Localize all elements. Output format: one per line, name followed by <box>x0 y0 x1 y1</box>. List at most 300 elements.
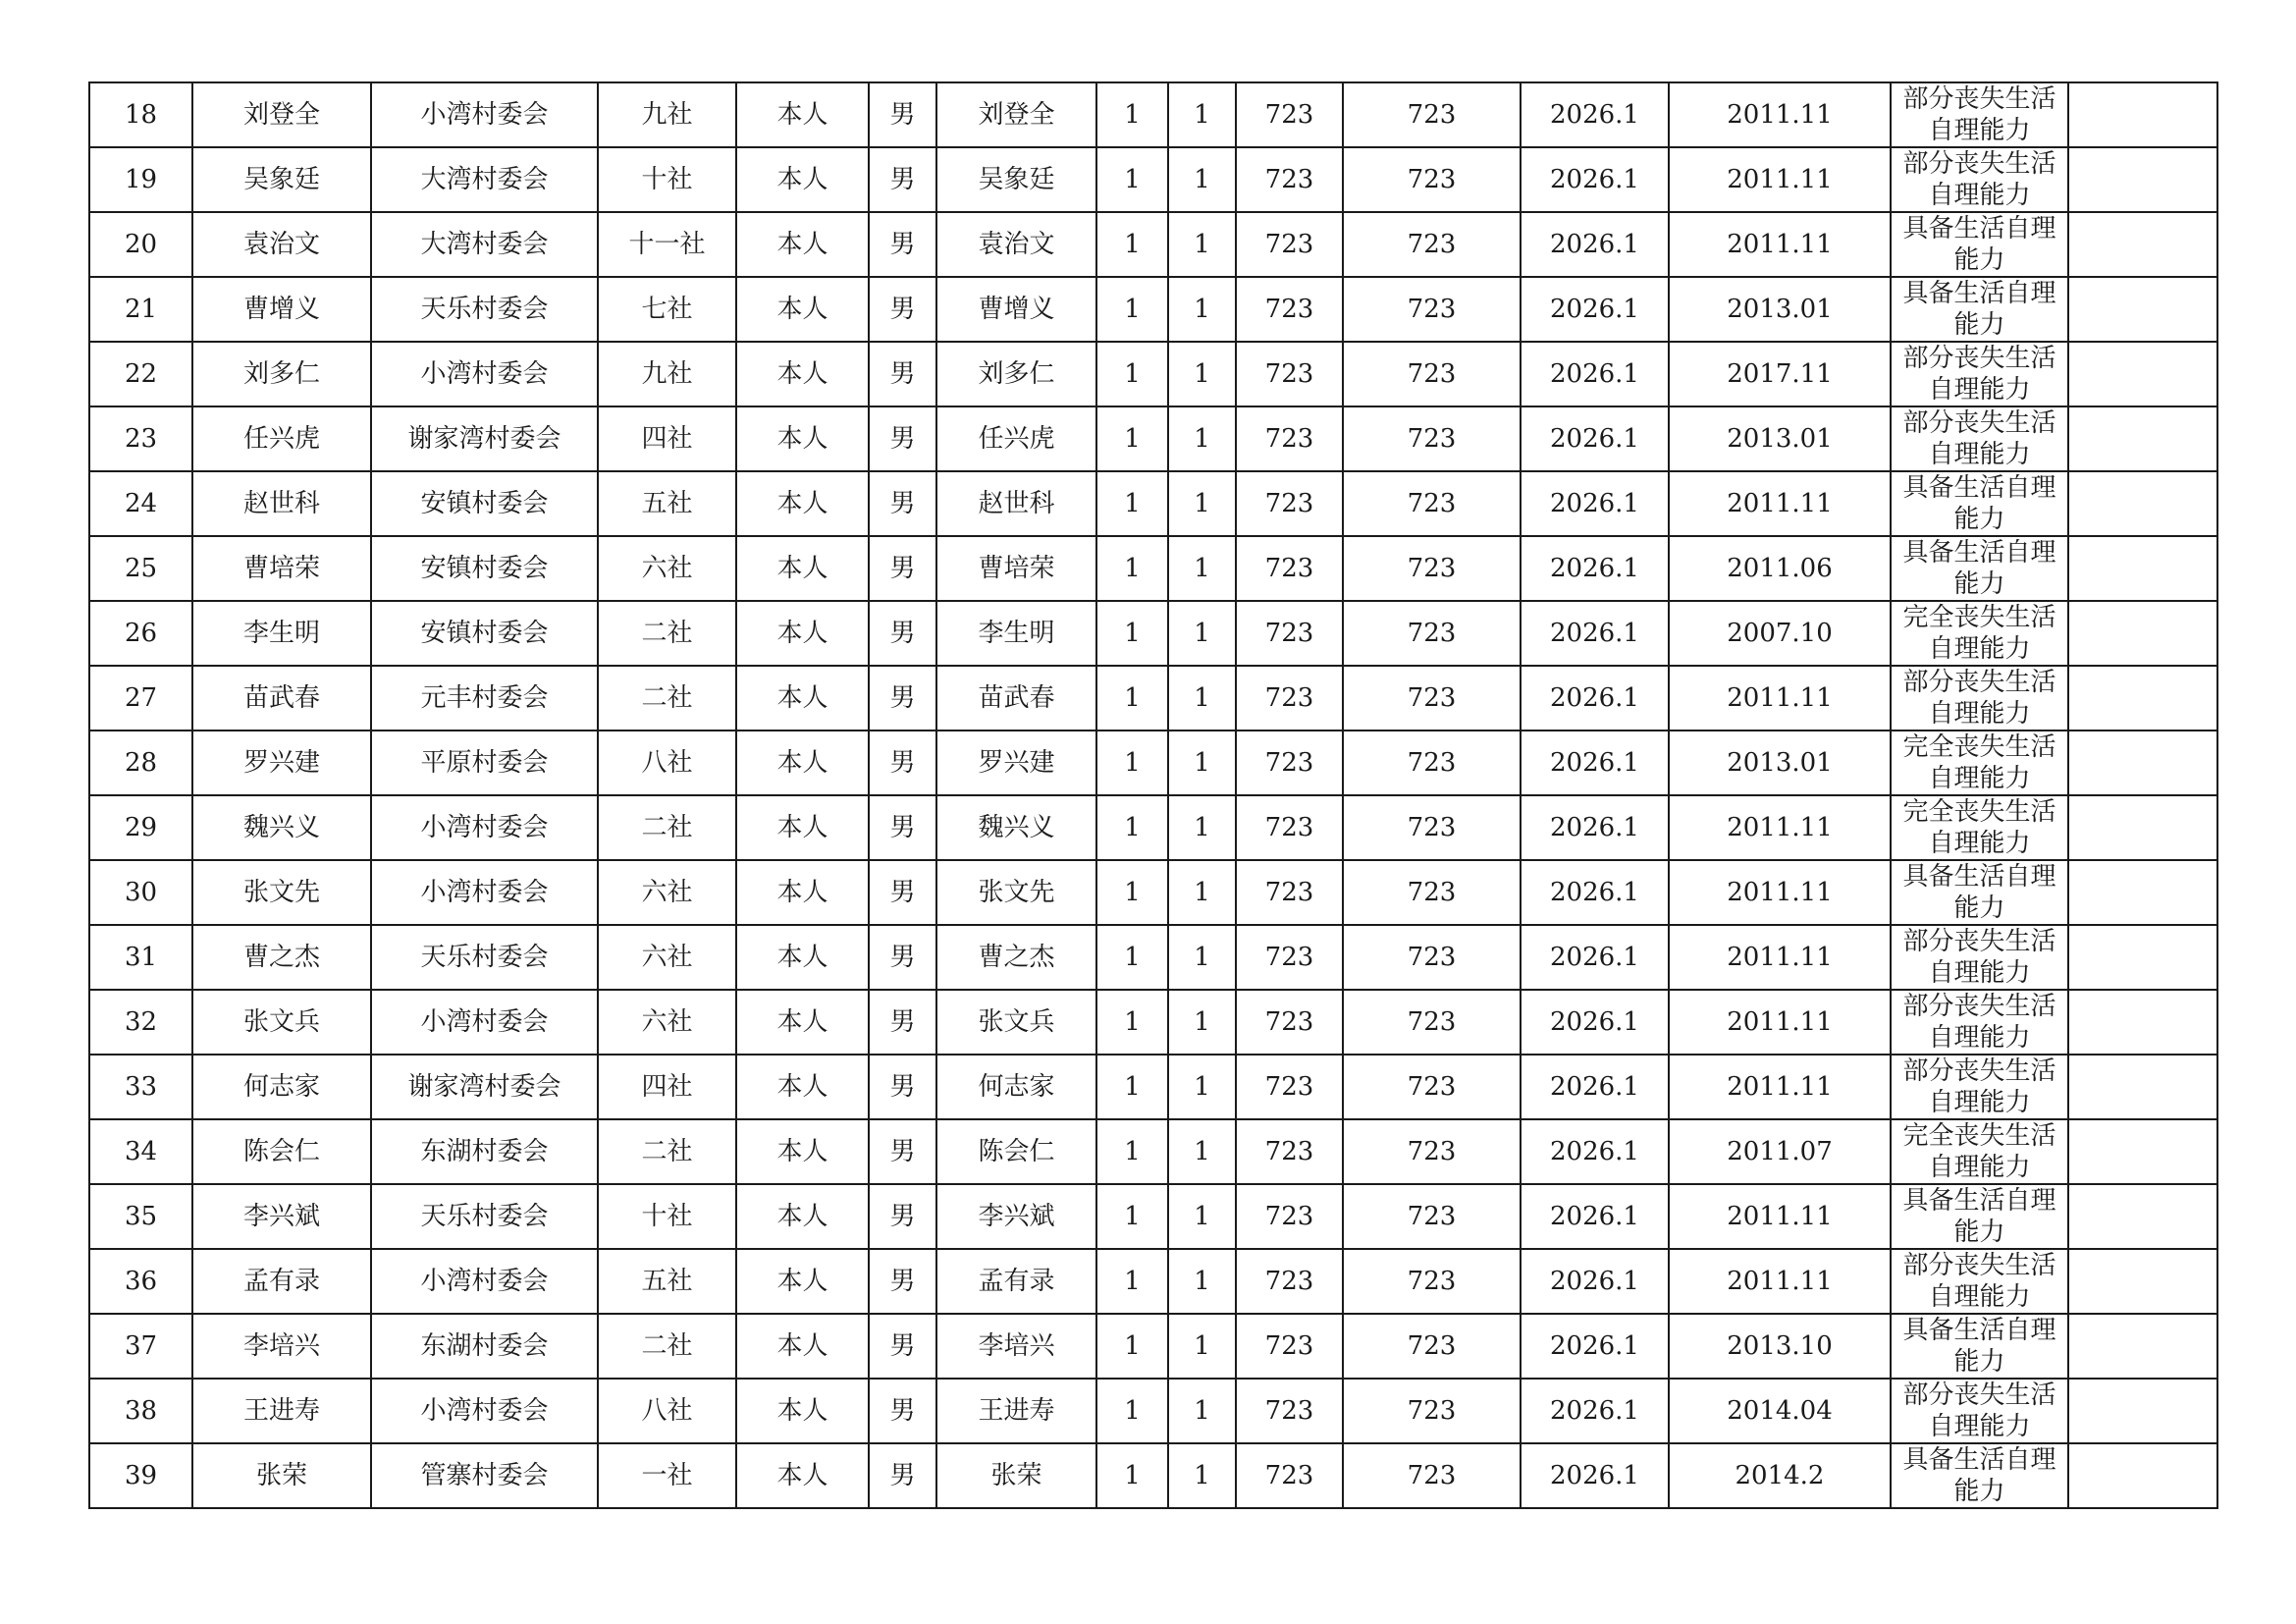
standard-amount-cell: 723 <box>1236 601 1343 666</box>
table-row <box>89 666 2217 731</box>
relation-cell: 本人 <box>736 342 869 406</box>
gender-cell: 男 <box>869 147 936 212</box>
name-cell: 赵世科 <box>192 471 371 536</box>
village-committee-cell: 谢家湾村委会 <box>371 1055 598 1119</box>
row-number-cell: 36 <box>89 1249 192 1314</box>
village-group-cell: 一社 <box>598 1443 736 1508</box>
gender-cell: 男 <box>869 925 936 990</box>
gender-cell: 男 <box>869 1119 936 1184</box>
village-group-cell: 九社 <box>598 82 736 147</box>
payment-amount-cell: 723 <box>1343 147 1521 212</box>
standard-amount-cell: 723 <box>1236 731 1343 795</box>
household-count-cell: 1 <box>1096 82 1168 147</box>
household-count-cell: 1 <box>1096 795 1168 860</box>
row-number-cell: 19 <box>89 147 192 212</box>
payment-period-cell: 2026.1 <box>1521 1055 1669 1119</box>
gender-cell: 男 <box>869 82 936 147</box>
village-group-cell: 五社 <box>598 1249 736 1314</box>
payment-period-cell: 2026.1 <box>1521 860 1669 925</box>
start-date-cell: 2011.11 <box>1669 147 1891 212</box>
name-cell: 李生明 <box>192 601 371 666</box>
payment-amount-cell: 723 <box>1343 471 1521 536</box>
remarks-cell <box>2068 82 2217 147</box>
person-count-cell: 1 <box>1168 406 1236 471</box>
name-cell: 曹培荣 <box>192 536 371 601</box>
row-number-cell: 26 <box>89 601 192 666</box>
payment-amount-cell: 723 <box>1343 990 1521 1055</box>
payment-amount-cell: 723 <box>1343 536 1521 601</box>
account-holder-cell: 赵世科 <box>936 471 1096 536</box>
relation-cell: 本人 <box>736 1119 869 1184</box>
name-cell: 曹之杰 <box>192 925 371 990</box>
gender-cell: 男 <box>869 731 936 795</box>
self-care-condition-cell: 部分丧失生活 自理能力 <box>1891 147 2068 212</box>
self-care-condition-cell: 具备生活自理 能力 <box>1891 536 2068 601</box>
standard-amount-cell: 723 <box>1236 471 1343 536</box>
remarks-cell <box>2068 990 2217 1055</box>
payment-period-cell: 2026.1 <box>1521 601 1669 666</box>
village-group-cell: 四社 <box>598 406 736 471</box>
table-row <box>89 1379 2217 1443</box>
person-count-cell: 1 <box>1168 1184 1236 1249</box>
self-care-condition-cell: 具备生活自理 能力 <box>1891 1314 2068 1379</box>
gender-cell: 男 <box>869 277 936 342</box>
household-count-cell: 1 <box>1096 342 1168 406</box>
start-date-cell: 2014.2 <box>1669 1443 1891 1508</box>
village-group-cell: 四社 <box>598 1055 736 1119</box>
village-group-cell: 七社 <box>598 277 736 342</box>
relation-cell: 本人 <box>736 666 869 731</box>
payment-period-cell: 2026.1 <box>1521 731 1669 795</box>
person-count-cell: 1 <box>1168 1055 1236 1119</box>
payment-period-cell: 2026.1 <box>1521 147 1669 212</box>
row-number-cell: 32 <box>89 990 192 1055</box>
village-group-cell: 六社 <box>598 860 736 925</box>
account-holder-cell: 曹增义 <box>936 277 1096 342</box>
village-committee-cell: 天乐村委会 <box>371 277 598 342</box>
name-cell: 魏兴义 <box>192 795 371 860</box>
gender-cell: 男 <box>869 1249 936 1314</box>
village-group-cell: 二社 <box>598 601 736 666</box>
start-date-cell: 2014.04 <box>1669 1379 1891 1443</box>
row-number-cell: 23 <box>89 406 192 471</box>
person-count-cell: 1 <box>1168 731 1236 795</box>
relation-cell: 本人 <box>736 406 869 471</box>
payment-period-cell: 2026.1 <box>1521 666 1669 731</box>
relation-cell: 本人 <box>736 990 869 1055</box>
remarks-cell <box>2068 860 2217 925</box>
account-holder-cell: 孟有录 <box>936 1249 1096 1314</box>
relation-cell: 本人 <box>736 1443 869 1508</box>
person-count-cell: 1 <box>1168 1379 1236 1443</box>
remarks-cell <box>2068 601 2217 666</box>
village-group-cell: 五社 <box>598 471 736 536</box>
standard-amount-cell: 723 <box>1236 860 1343 925</box>
table-row <box>89 795 2217 860</box>
payment-amount-cell: 723 <box>1343 1249 1521 1314</box>
village-committee-cell: 小湾村委会 <box>371 342 598 406</box>
relation-cell: 本人 <box>736 1314 869 1379</box>
person-count-cell: 1 <box>1168 795 1236 860</box>
gender-cell: 男 <box>869 1314 936 1379</box>
name-cell: 袁治文 <box>192 212 371 277</box>
name-cell: 刘多仁 <box>192 342 371 406</box>
payment-period-cell: 2026.1 <box>1521 1379 1669 1443</box>
person-count-cell: 1 <box>1168 342 1236 406</box>
village-committee-cell: 小湾村委会 <box>371 990 598 1055</box>
standard-amount-cell: 723 <box>1236 1119 1343 1184</box>
payment-period-cell: 2026.1 <box>1521 342 1669 406</box>
table-row <box>89 82 2217 147</box>
payment-amount-cell: 723 <box>1343 1314 1521 1379</box>
account-holder-cell: 吴象廷 <box>936 147 1096 212</box>
self-care-condition-cell: 具备生活自理 能力 <box>1891 212 2068 277</box>
relation-cell: 本人 <box>736 731 869 795</box>
beneficiary-table <box>88 81 2218 1509</box>
row-number-cell: 30 <box>89 860 192 925</box>
village-committee-cell: 天乐村委会 <box>371 1184 598 1249</box>
self-care-condition-cell: 部分丧失生活 自理能力 <box>1891 666 2068 731</box>
payment-period-cell: 2026.1 <box>1521 1443 1669 1508</box>
village-group-cell: 六社 <box>598 990 736 1055</box>
table-row <box>89 277 2217 342</box>
payment-period-cell: 2026.1 <box>1521 1314 1669 1379</box>
remarks-cell <box>2068 1055 2217 1119</box>
remarks-cell <box>2068 536 2217 601</box>
start-date-cell: 2011.06 <box>1669 536 1891 601</box>
self-care-condition-cell: 完全丧失生活 自理能力 <box>1891 601 2068 666</box>
name-cell: 陈会仁 <box>192 1119 371 1184</box>
village-group-cell: 二社 <box>598 1314 736 1379</box>
household-count-cell: 1 <box>1096 860 1168 925</box>
self-care-condition-cell: 部分丧失生活 自理能力 <box>1891 1055 2068 1119</box>
relation-cell: 本人 <box>736 795 869 860</box>
household-count-cell: 1 <box>1096 471 1168 536</box>
payment-amount-cell: 723 <box>1343 212 1521 277</box>
village-committee-cell: 小湾村委会 <box>371 860 598 925</box>
name-cell: 李培兴 <box>192 1314 371 1379</box>
village-committee-cell: 小湾村委会 <box>371 1379 598 1443</box>
village-group-cell: 九社 <box>598 342 736 406</box>
relation-cell: 本人 <box>736 536 869 601</box>
name-cell: 张荣 <box>192 1443 371 1508</box>
standard-amount-cell: 723 <box>1236 212 1343 277</box>
gender-cell: 男 <box>869 666 936 731</box>
village-group-cell: 十社 <box>598 1184 736 1249</box>
account-holder-cell: 袁治文 <box>936 212 1096 277</box>
start-date-cell: 2011.11 <box>1669 82 1891 147</box>
self-care-condition-cell: 部分丧失生活 自理能力 <box>1891 406 2068 471</box>
self-care-condition-cell: 部分丧失生活 自理能力 <box>1891 82 2068 147</box>
table-row <box>89 147 2217 212</box>
account-holder-cell: 曹培荣 <box>936 536 1096 601</box>
self-care-condition-cell: 完全丧失生活 自理能力 <box>1891 731 2068 795</box>
self-care-condition-cell: 完全丧失生活 自理能力 <box>1891 1119 2068 1184</box>
standard-amount-cell: 723 <box>1236 536 1343 601</box>
person-count-cell: 1 <box>1168 925 1236 990</box>
account-holder-cell: 罗兴建 <box>936 731 1096 795</box>
name-cell: 罗兴建 <box>192 731 371 795</box>
table-row <box>89 212 2217 277</box>
payment-amount-cell: 723 <box>1343 731 1521 795</box>
table-row <box>89 990 2217 1055</box>
payment-period-cell: 2026.1 <box>1521 277 1669 342</box>
row-number-cell: 33 <box>89 1055 192 1119</box>
start-date-cell: 2011.11 <box>1669 666 1891 731</box>
table-row <box>89 1184 2217 1249</box>
village-group-cell: 八社 <box>598 1379 736 1443</box>
village-committee-cell: 安镇村委会 <box>371 601 598 666</box>
start-date-cell: 2011.11 <box>1669 990 1891 1055</box>
person-count-cell: 1 <box>1168 1314 1236 1379</box>
payment-amount-cell: 723 <box>1343 666 1521 731</box>
start-date-cell: 2007.10 <box>1669 601 1891 666</box>
relation-cell: 本人 <box>736 471 869 536</box>
name-cell: 苗武春 <box>192 666 371 731</box>
account-holder-cell: 王进寿 <box>936 1379 1096 1443</box>
row-number-cell: 24 <box>89 471 192 536</box>
household-count-cell: 1 <box>1096 212 1168 277</box>
payment-period-cell: 2026.1 <box>1521 795 1669 860</box>
self-care-condition-cell: 部分丧失生活 自理能力 <box>1891 1379 2068 1443</box>
household-count-cell: 1 <box>1096 1314 1168 1379</box>
account-holder-cell: 何志家 <box>936 1055 1096 1119</box>
village-group-cell: 二社 <box>598 666 736 731</box>
standard-amount-cell: 723 <box>1236 990 1343 1055</box>
remarks-cell <box>2068 1249 2217 1314</box>
household-count-cell: 1 <box>1096 277 1168 342</box>
row-number-cell: 39 <box>89 1443 192 1508</box>
table-row <box>89 1055 2217 1119</box>
self-care-condition-cell: 具备生活自理 能力 <box>1891 471 2068 536</box>
village-group-cell: 十社 <box>598 147 736 212</box>
account-holder-cell: 张文先 <box>936 860 1096 925</box>
account-holder-cell: 张文兵 <box>936 990 1096 1055</box>
payment-period-cell: 2026.1 <box>1521 471 1669 536</box>
payment-amount-cell: 723 <box>1343 342 1521 406</box>
village-committee-cell: 小湾村委会 <box>371 795 598 860</box>
remarks-cell <box>2068 925 2217 990</box>
household-count-cell: 1 <box>1096 731 1168 795</box>
village-committee-cell: 大湾村委会 <box>371 147 598 212</box>
name-cell: 孟有录 <box>192 1249 371 1314</box>
gender-cell: 男 <box>869 601 936 666</box>
village-committee-cell: 元丰村委会 <box>371 666 598 731</box>
household-count-cell: 1 <box>1096 666 1168 731</box>
account-holder-cell: 李兴斌 <box>936 1184 1096 1249</box>
account-holder-cell: 刘多仁 <box>936 342 1096 406</box>
village-committee-cell: 平原村委会 <box>371 731 598 795</box>
row-number-cell: 28 <box>89 731 192 795</box>
payment-amount-cell: 723 <box>1343 1055 1521 1119</box>
name-cell: 曹增义 <box>192 277 371 342</box>
person-count-cell: 1 <box>1168 82 1236 147</box>
standard-amount-cell: 723 <box>1236 666 1343 731</box>
account-holder-cell: 魏兴义 <box>936 795 1096 860</box>
household-count-cell: 1 <box>1096 1184 1168 1249</box>
table-body <box>89 82 2217 1508</box>
village-group-cell: 十一社 <box>598 212 736 277</box>
standard-amount-cell: 723 <box>1236 1055 1343 1119</box>
payment-amount-cell: 723 <box>1343 1379 1521 1443</box>
start-date-cell: 2011.11 <box>1669 471 1891 536</box>
row-number-cell: 34 <box>89 1119 192 1184</box>
village-group-cell: 八社 <box>598 731 736 795</box>
payment-amount-cell: 723 <box>1343 406 1521 471</box>
standard-amount-cell: 723 <box>1236 277 1343 342</box>
row-number-cell: 22 <box>89 342 192 406</box>
account-holder-cell: 苗武春 <box>936 666 1096 731</box>
row-number-cell: 29 <box>89 795 192 860</box>
start-date-cell: 2011.11 <box>1669 860 1891 925</box>
relation-cell: 本人 <box>736 277 869 342</box>
account-holder-cell: 李生明 <box>936 601 1096 666</box>
table-row <box>89 342 2217 406</box>
relation-cell: 本人 <box>736 601 869 666</box>
self-care-condition-cell: 具备生活自理 能力 <box>1891 1184 2068 1249</box>
row-number-cell: 35 <box>89 1184 192 1249</box>
remarks-cell <box>2068 471 2217 536</box>
name-cell: 吴象廷 <box>192 147 371 212</box>
row-number-cell: 20 <box>89 212 192 277</box>
remarks-cell <box>2068 406 2217 471</box>
standard-amount-cell: 723 <box>1236 1184 1343 1249</box>
self-care-condition-cell: 部分丧失生活 自理能力 <box>1891 342 2068 406</box>
payment-period-cell: 2026.1 <box>1521 925 1669 990</box>
remarks-cell <box>2068 1119 2217 1184</box>
start-date-cell: 2013.01 <box>1669 731 1891 795</box>
payment-amount-cell: 723 <box>1343 82 1521 147</box>
person-count-cell: 1 <box>1168 147 1236 212</box>
standard-amount-cell: 723 <box>1236 1443 1343 1508</box>
start-date-cell: 2011.11 <box>1669 795 1891 860</box>
table-row <box>89 406 2217 471</box>
gender-cell: 男 <box>869 1184 936 1249</box>
person-count-cell: 1 <box>1168 860 1236 925</box>
start-date-cell: 2013.01 <box>1669 406 1891 471</box>
name-cell: 张文先 <box>192 860 371 925</box>
self-care-condition-cell: 部分丧失生活 自理能力 <box>1891 925 2068 990</box>
row-number-cell: 37 <box>89 1314 192 1379</box>
remarks-cell <box>2068 1379 2217 1443</box>
person-count-cell: 1 <box>1168 1119 1236 1184</box>
payment-amount-cell: 723 <box>1343 795 1521 860</box>
table-row <box>89 601 2217 666</box>
relation-cell: 本人 <box>736 1184 869 1249</box>
self-care-condition-cell: 部分丧失生活 自理能力 <box>1891 990 2068 1055</box>
name-cell: 李兴斌 <box>192 1184 371 1249</box>
table-row <box>89 471 2217 536</box>
remarks-cell <box>2068 731 2217 795</box>
village-group-cell: 二社 <box>598 1119 736 1184</box>
household-count-cell: 1 <box>1096 147 1168 212</box>
table-row <box>89 1249 2217 1314</box>
relation-cell: 本人 <box>736 860 869 925</box>
remarks-cell <box>2068 1443 2217 1508</box>
payment-amount-cell: 723 <box>1343 601 1521 666</box>
relation-cell: 本人 <box>736 1249 869 1314</box>
table-row <box>89 1119 2217 1184</box>
remarks-cell <box>2068 795 2217 860</box>
gender-cell: 男 <box>869 406 936 471</box>
table-row <box>89 536 2217 601</box>
village-group-cell: 二社 <box>598 795 736 860</box>
row-number-cell: 27 <box>89 666 192 731</box>
village-committee-cell: 安镇村委会 <box>371 536 598 601</box>
table-row <box>89 731 2217 795</box>
start-date-cell: 2011.11 <box>1669 925 1891 990</box>
payment-period-cell: 2026.1 <box>1521 1184 1669 1249</box>
name-cell: 何志家 <box>192 1055 371 1119</box>
household-count-cell: 1 <box>1096 1249 1168 1314</box>
payment-amount-cell: 723 <box>1343 1119 1521 1184</box>
village-group-cell: 六社 <box>598 925 736 990</box>
person-count-cell: 1 <box>1168 601 1236 666</box>
person-count-cell: 1 <box>1168 277 1236 342</box>
gender-cell: 男 <box>869 860 936 925</box>
standard-amount-cell: 723 <box>1236 1379 1343 1443</box>
household-count-cell: 1 <box>1096 1379 1168 1443</box>
person-count-cell: 1 <box>1168 471 1236 536</box>
village-committee-cell: 大湾村委会 <box>371 212 598 277</box>
remarks-cell <box>2068 277 2217 342</box>
row-number-cell: 18 <box>89 82 192 147</box>
village-committee-cell: 东湖村委会 <box>371 1314 598 1379</box>
gender-cell: 男 <box>869 990 936 1055</box>
village-committee-cell: 管寨村委会 <box>371 1443 598 1508</box>
standard-amount-cell: 723 <box>1236 406 1343 471</box>
gender-cell: 男 <box>869 1379 936 1443</box>
payment-period-cell: 2026.1 <box>1521 406 1669 471</box>
household-count-cell: 1 <box>1096 990 1168 1055</box>
household-count-cell: 1 <box>1096 536 1168 601</box>
relation-cell: 本人 <box>736 212 869 277</box>
payment-amount-cell: 723 <box>1343 860 1521 925</box>
account-holder-cell: 李培兴 <box>936 1314 1096 1379</box>
village-group-cell: 六社 <box>598 536 736 601</box>
village-committee-cell: 谢家湾村委会 <box>371 406 598 471</box>
table-row <box>89 1443 2217 1508</box>
village-committee-cell: 安镇村委会 <box>371 471 598 536</box>
start-date-cell: 2011.11 <box>1669 1249 1891 1314</box>
payment-amount-cell: 723 <box>1343 925 1521 990</box>
payment-amount-cell: 723 <box>1343 1184 1521 1249</box>
person-count-cell: 1 <box>1168 666 1236 731</box>
account-holder-cell: 刘登全 <box>936 82 1096 147</box>
start-date-cell: 2017.11 <box>1669 342 1891 406</box>
gender-cell: 男 <box>869 1055 936 1119</box>
payment-period-cell: 2026.1 <box>1521 82 1669 147</box>
gender-cell: 男 <box>869 795 936 860</box>
payment-amount-cell: 723 <box>1343 277 1521 342</box>
start-date-cell: 2013.01 <box>1669 277 1891 342</box>
account-holder-cell: 张荣 <box>936 1443 1096 1508</box>
household-count-cell: 1 <box>1096 1055 1168 1119</box>
gender-cell: 男 <box>869 471 936 536</box>
table-row <box>89 925 2217 990</box>
name-cell: 张文兵 <box>192 990 371 1055</box>
person-count-cell: 1 <box>1168 1443 1236 1508</box>
village-committee-cell: 小湾村委会 <box>371 82 598 147</box>
standard-amount-cell: 723 <box>1236 342 1343 406</box>
payment-amount-cell: 723 <box>1343 1443 1521 1508</box>
person-count-cell: 1 <box>1168 536 1236 601</box>
person-count-cell: 1 <box>1168 990 1236 1055</box>
self-care-condition-cell: 具备生活自理 能力 <box>1891 860 2068 925</box>
standard-amount-cell: 723 <box>1236 82 1343 147</box>
standard-amount-cell: 723 <box>1236 925 1343 990</box>
gender-cell: 男 <box>869 342 936 406</box>
